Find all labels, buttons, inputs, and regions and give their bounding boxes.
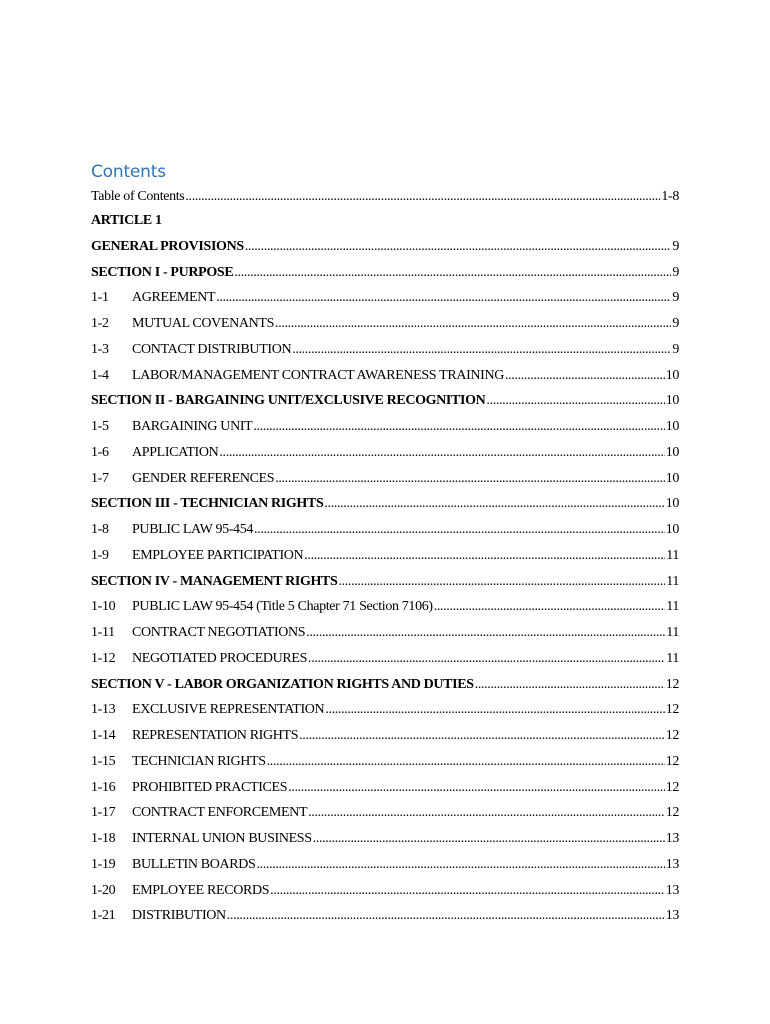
toc-entry-title: PROHIBITED PRACTICES	[132, 779, 288, 795]
toc-entry-title: MUTUAL COVENANTS	[132, 316, 275, 331]
dot-leader	[325, 697, 664, 723]
toc-entry-title: SECTION V - LABOR ORGANIZATION RIGHTS AND DUTIES	[91, 676, 474, 692]
toc-entry[interactable]	[91, 466, 679, 492]
toc-entry-title: EMPLOYEE RECORDS	[132, 882, 270, 898]
toc-entry-number: 1-12	[91, 650, 116, 666]
toc-entry-page: 9	[672, 316, 679, 331]
toc-entry-page: 12	[665, 702, 679, 718]
toc-entry-number: 1-21	[91, 908, 116, 924]
toc-entry-page: 1-8	[661, 189, 679, 204]
toc-entry[interactable]	[91, 800, 679, 826]
dot-leader	[306, 620, 665, 646]
toc-entry-title: BULLETIN BOARDS	[132, 856, 256, 872]
toc-entry[interactable]	[91, 749, 679, 775]
toc-entry-number: 1-8	[91, 522, 109, 537]
toc-entry-page: 10	[665, 496, 679, 512]
toc-entry-page: 12	[665, 753, 679, 769]
toc-entry-title: CONTRACT ENFORCEMENT	[132, 805, 308, 821]
toc-entry-number: 1-5	[91, 419, 109, 434]
dot-leader	[475, 672, 665, 698]
dot-leader	[256, 852, 664, 878]
toc-entry-number: 1-11	[91, 625, 115, 640]
toc-entry-page: 13	[665, 856, 679, 872]
toc-entry-title: CONTRACT NEGOTIATIONS	[132, 625, 306, 640]
dot-leader	[292, 337, 671, 363]
toc-entry-page: 12	[665, 728, 679, 743]
toc-entry-title: GENERAL PROVISIONS	[91, 238, 244, 254]
toc-entry-page: 11	[666, 573, 679, 589]
toc-entry-title: ARTICLE 1	[91, 213, 162, 228]
toc-entry-number: 1-1	[91, 290, 109, 306]
dot-leader	[308, 646, 665, 672]
toc-entry-title: CONTACT DISTRIBUTION	[132, 341, 292, 357]
toc-entry[interactable]	[91, 517, 679, 543]
toc-entry[interactable]	[91, 903, 679, 929]
dot-leader	[227, 903, 665, 929]
toc-entry[interactable]	[91, 414, 679, 440]
dot-leader	[288, 775, 665, 801]
toc-entry-page: 9	[672, 238, 679, 254]
dot-leader	[254, 517, 665, 543]
dot-leader	[304, 543, 665, 569]
toc-entry-title: NEGOTIATED PROCEDURES	[132, 650, 308, 666]
toc-entry[interactable]	[91, 440, 679, 466]
dot-leader	[253, 414, 664, 440]
dot-leader	[245, 234, 672, 260]
toc-entry-number: 1-14	[91, 728, 116, 743]
toc-entry-title: SECTION II - BARGAINING UNIT/EXCLUSIVE RECOGNITION	[91, 393, 486, 409]
toc-section-entry[interactable]	[91, 186, 679, 208]
toc-entry[interactable]	[91, 337, 679, 363]
dot-leader	[216, 285, 671, 311]
toc-entry-number: 1-15	[91, 753, 116, 769]
toc-entry-title: SECTION I - PURPOSE	[91, 264, 234, 280]
toc-entry-title: GENDER REFERENCES	[132, 470, 275, 486]
dot-leader	[234, 260, 671, 286]
dot-leader	[313, 826, 665, 852]
toc-entry-number: 1-7	[91, 470, 109, 486]
dot-leader	[275, 311, 671, 337]
toc-entry-title: REPRESENTATION RIGHTS	[132, 728, 299, 743]
toc-entry-page: 11	[666, 599, 679, 615]
toc-section-entry[interactable]	[91, 388, 679, 414]
toc-entry[interactable]	[91, 311, 679, 337]
toc-entry-title: LABOR/MANAGEMENT CONTRACT AWARENESS TRAINING	[132, 367, 504, 383]
toc-entry-page: 10	[665, 419, 679, 434]
toc-entry-title: INTERNAL UNION BUSINESS	[132, 831, 312, 846]
toc-entry[interactable]	[91, 723, 679, 749]
dot-leader	[324, 491, 664, 517]
dot-leader	[219, 440, 664, 466]
toc-entry[interactable]	[91, 826, 679, 852]
toc-entry-number: 1-3	[91, 341, 109, 357]
dot-leader	[338, 569, 665, 595]
toc-entry-title: APPLICATION	[132, 444, 219, 460]
toc-entry[interactable]	[91, 775, 679, 801]
toc-entry-title: BARGAINING UNIT	[132, 419, 253, 434]
contents-heading: Contents	[91, 162, 166, 182]
toc-entry-page: 10	[665, 470, 679, 486]
toc-entry-page: 9	[672, 341, 679, 357]
toc-entry-page: 13	[665, 908, 679, 924]
toc-entry-page: 11	[666, 625, 679, 640]
toc-entry-title: EMPLOYEE PARTICIPATION	[132, 547, 304, 563]
dot-leader	[486, 388, 664, 414]
dot-leader	[270, 878, 665, 904]
toc-entry[interactable]	[91, 363, 679, 389]
toc-entry-page: 9	[672, 264, 679, 280]
toc-entry-title: DISTRIBUTION	[132, 908, 226, 924]
toc-entry-page: 11	[666, 547, 679, 563]
toc-entry-page: 11	[666, 650, 679, 666]
dot-leader	[434, 594, 666, 620]
toc-entry-title: EXCLUSIVE REPRESENTATION	[132, 702, 325, 718]
dot-leader	[267, 749, 665, 775]
toc-entry-number: 1-17	[91, 805, 116, 821]
dot-leader	[505, 363, 665, 389]
toc-entry-title: PUBLIC LAW 95-454 (Title 5 Chapter 71 Section 7106)	[132, 599, 433, 615]
toc-entry-page: 10	[665, 522, 679, 537]
toc-entry-number: 1-13	[91, 702, 116, 718]
toc-section-entry[interactable]	[91, 672, 679, 698]
dot-leader	[299, 723, 665, 749]
toc-entry-number: 1-20	[91, 882, 116, 898]
toc-entry-page: 13	[665, 882, 679, 898]
toc-entry-page: 12	[665, 779, 679, 795]
dot-leader	[275, 466, 664, 492]
toc-section-entry[interactable]	[91, 491, 679, 517]
toc-entry-number: 1-18	[91, 831, 116, 846]
toc-section-entry[interactable]	[91, 569, 679, 595]
dot-leader	[308, 800, 665, 826]
toc-entry-number: 1-9	[91, 547, 109, 563]
toc-entry-number: 1-16	[91, 779, 116, 795]
dot-leader	[185, 186, 660, 208]
toc-entry[interactable]	[91, 594, 679, 620]
toc-entry-number: 1-10	[91, 599, 116, 615]
toc-entry[interactable]	[91, 620, 679, 646]
table-of-contents	[91, 186, 679, 929]
toc-entry[interactable]	[91, 646, 679, 672]
toc-entry-page: 12	[665, 805, 679, 821]
toc-entry[interactable]	[91, 285, 679, 311]
toc-entry-title: TECHNICIAN RIGHTS	[132, 753, 266, 769]
toc-entry-page: 9	[672, 290, 679, 306]
toc-article-heading[interactable]	[91, 208, 679, 234]
toc-section-entry[interactable]	[91, 260, 679, 286]
toc-entry-title: SECTION IV - MANAGEMENT RIGHTS	[91, 573, 338, 589]
toc-entry-page: 10	[665, 367, 679, 383]
toc-entry-number: 1-2	[91, 316, 109, 331]
toc-entry[interactable]	[91, 697, 679, 723]
toc-entry[interactable]	[91, 878, 679, 904]
toc-entry-number: 1-4	[91, 367, 109, 383]
toc-entry-page: 10	[665, 444, 679, 460]
toc-entry-title: AGREEMENT	[132, 290, 216, 306]
toc-entry-title: PUBLIC LAW 95-454	[132, 522, 254, 537]
toc-entry-title: Table of Contents	[91, 189, 185, 204]
toc-entry-number: 1-6	[91, 444, 109, 460]
toc-entry[interactable]	[91, 543, 679, 569]
toc-entry-page: 12	[665, 676, 679, 692]
toc-entry-page: 13	[665, 831, 679, 846]
toc-entry-title: SECTION III - TECHNICIAN RIGHTS	[91, 496, 324, 512]
toc-entry-number: 1-19	[91, 856, 116, 872]
toc-entry[interactable]	[91, 852, 679, 878]
toc-entry-page: 10	[665, 393, 679, 409]
toc-section-entry[interactable]	[91, 234, 679, 260]
